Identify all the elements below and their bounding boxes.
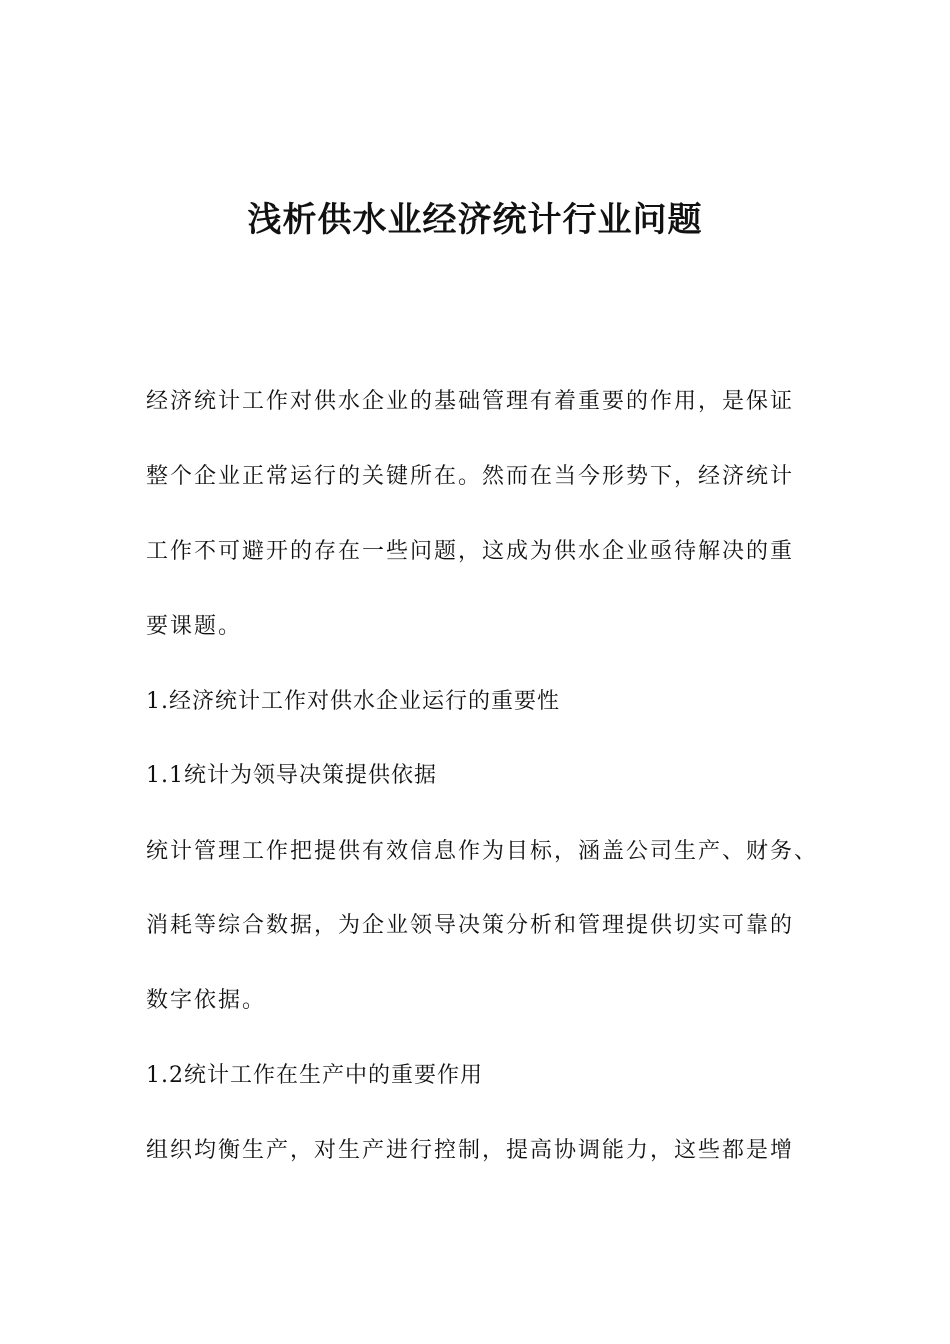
section-heading-1: 1.经济统计工作对供水企业运行的重要性 [146, 689, 560, 714]
paragraph-1-1-line-3: 数字依据。 [146, 988, 267, 1013]
paragraph-1-1-line-1: 统计管理工作把提供有效信息作为目标，涵盖公司生产、财务、 [146, 839, 819, 864]
document-title: 浅析供水业经济统计行业问题 [247, 200, 703, 240]
paragraph-intro-line-4: 要课题。 [146, 614, 243, 639]
paragraph-intro-line-3: 工作不可避开的存在一些问题，这成为供水企业亟待解决的重 [146, 539, 795, 564]
subsection-heading-1-2: 1.2统计工作在生产中的重要作用 [146, 1063, 483, 1088]
paragraph-intro-line-1: 经济统计工作对供水企业的基础管理有着重要的作用，是保证 [146, 389, 795, 414]
paragraph-1-2-line-1: 组织均衡生产，对生产进行控制，提高协调能力，这些都是增 [146, 1138, 795, 1163]
subsection-heading-1-1: 1.1统计为领导决策提供依据 [146, 763, 437, 788]
paragraph-intro-line-2: 整个企业正常运行的关键所在。然而在当今形势下，经济统计 [146, 464, 795, 489]
paragraph-1-1-line-2: 消耗等综合数据，为企业领导决策分析和管理提供切实可靠的 [146, 913, 795, 938]
